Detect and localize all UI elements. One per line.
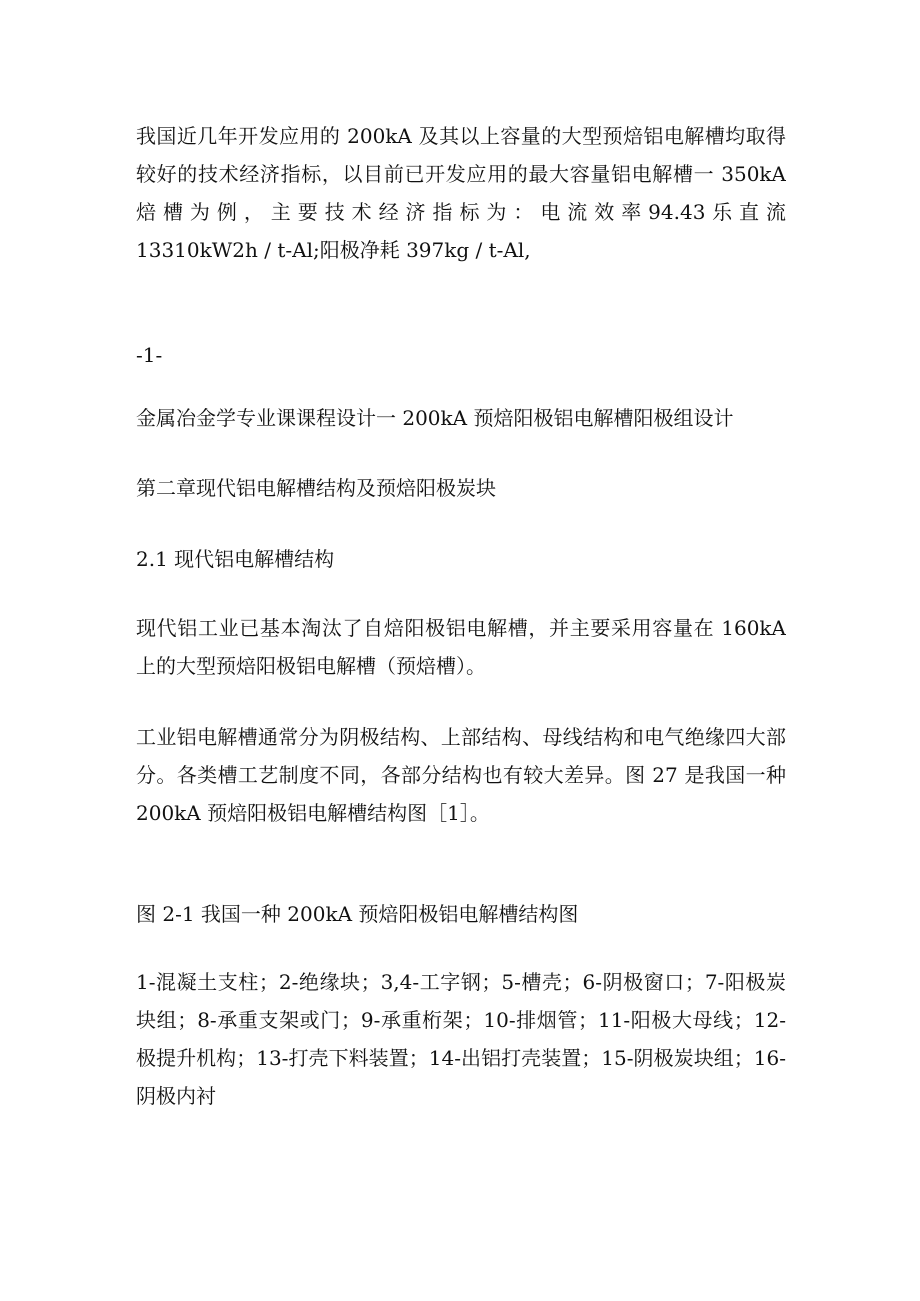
intro-line-2: 较好的技术经济指标，以目前已开发应用的最大容量铝电解槽一 350kA — [136, 162, 786, 186]
legend-line-1: 1-混凝土支柱；2-绝缘块；3,4-工字钢；5-槽壳；6-阴极窗口；7-阳极炭 — [136, 970, 786, 994]
page-number-text: -1- — [136, 343, 163, 367]
figure-caption-text: 图 2-1 我国一种 200kA 预焙阳极铝电解槽结构图 — [136, 902, 579, 926]
paragraph-1 — [136, 609, 786, 685]
para1-line-2: 上的大型预焙阳极铝电解槽（预焙槽）。 — [136, 654, 486, 678]
para2-line-1: 工业铝电解槽通常分为阴极结构、上部结构、母线结构和电气绝缘四大部 — [136, 725, 786, 749]
legend-line-3: 极提升机构；13-打壳下料装置；14-出铝打壳装置；15-阴极炭块组；16- — [136, 1046, 786, 1070]
figure-legend — [136, 963, 786, 1115]
chapter-title-text: 第二章现代铝电解槽结构及预焙阳极炭块 — [136, 476, 496, 500]
running-header-text: 金属冶金学专业课课程设计一 200kA 预焙阳极铝电解槽阳极组设计 — [136, 406, 734, 430]
intro-paragraph — [136, 117, 786, 269]
para2-line-2: 分。各类槽工艺制度不同，各部分结构也有较大差异。图 27 是我国一种 — [136, 763, 786, 787]
legend-line-4: 阴极内衬 — [136, 1084, 216, 1108]
intro-line-4: 13310kW2h / t-Al;阳极净耗 397kg / t-Al, — [136, 238, 531, 262]
figure-caption — [136, 895, 786, 933]
section-title — [136, 540, 786, 578]
intro-line-3: 焙 槽 为 例 ， 主 要 技 术 经 济 指 标 为 ： 电 流 效 率 94.43 乐 直 流 — [136, 200, 786, 224]
chapter-title — [136, 469, 786, 507]
para1-line-1: 现代铝工业已基本淘汰了自焙阳极铝电解槽，并主要采用容量在 160kA — [136, 616, 786, 640]
section-title-text: 2.1 现代铝电解槽结构 — [136, 547, 335, 571]
para2-line-3: 200kA 预焙阳极铝电解槽结构图［1］。 — [136, 801, 490, 825]
intro-line-1: 我国近几年开发应用的 200kA 及其以上容量的大型预焙铝电解槽均取得 — [136, 124, 786, 148]
legend-line-2: 块组；8-承重支架或门；9-承重桁架；10-排烟管；11-阳极大母线；12- — [136, 1008, 786, 1032]
paragraph-2 — [136, 718, 786, 832]
running-header — [136, 399, 786, 437]
page-number — [136, 336, 786, 374]
